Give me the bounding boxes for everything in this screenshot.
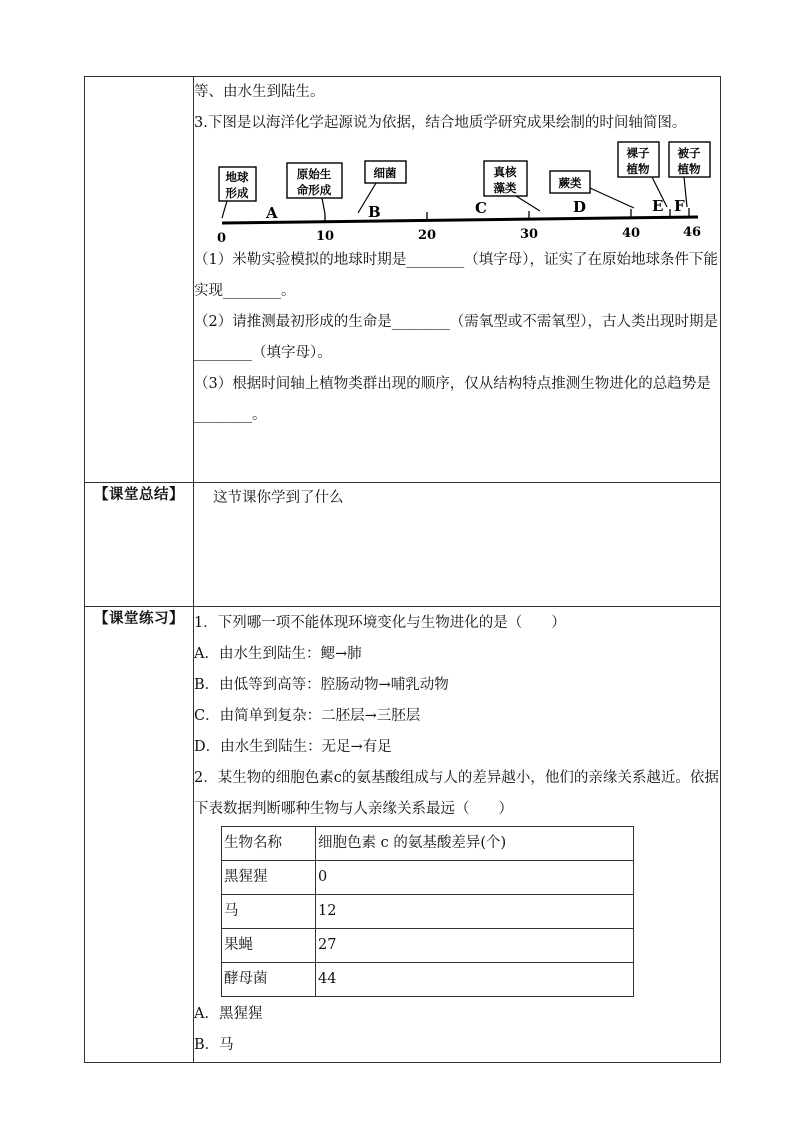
q1-option-c: C．由简单到复杂：二胚层→三胚层 xyxy=(194,708,421,724)
table-header-row xyxy=(222,827,634,861)
summary-content xyxy=(194,483,721,607)
tick-label: 40 xyxy=(622,226,641,241)
event-label: 藻类 xyxy=(493,181,517,195)
event-label: 原始生 xyxy=(296,167,332,181)
table-row xyxy=(222,895,634,929)
practice-label: 【课堂练习】 xyxy=(85,607,194,1063)
period-letter: D xyxy=(573,198,587,216)
table-row xyxy=(222,861,634,895)
period-letter: C xyxy=(475,199,487,217)
q3-part1: （1）米勒实验模拟的地球时期是________（填字母），证实了在原始地球条件下能实现________。 xyxy=(194,252,718,299)
period-letter: E xyxy=(652,197,664,215)
table-cell: 27 xyxy=(316,929,634,963)
q1-option-d: D．由水生到陆生：无足→有足 xyxy=(194,739,392,755)
table-cell: 44 xyxy=(316,963,634,997)
event-label: 地球 xyxy=(225,170,249,184)
event-label: 植物 xyxy=(677,162,701,176)
event-label: 命形成 xyxy=(296,183,332,197)
tick-label: 20 xyxy=(418,228,437,243)
table-cell: 马 xyxy=(222,895,316,929)
pointer-line xyxy=(590,188,634,208)
pointer-line xyxy=(516,196,540,211)
tick-label: 0 xyxy=(217,231,227,245)
practice-q2: 2．某生物的细胞色素c的氨基酸组成与人的差异越小，他们的亲缘关系越近。依据下表数据判断哪种生物与人亲缘关系最远（ ） xyxy=(194,770,719,817)
table-header: 生物名称 xyxy=(222,827,316,861)
table-cell: 0 xyxy=(316,861,634,895)
practice-q1: 1．下列哪一项不能体现环境变化与生物进化的是（ ） xyxy=(194,615,566,631)
q1-option-a: A．由水生到陆生：鳃→肺 xyxy=(194,646,362,662)
table-cell: 果蝇 xyxy=(222,929,316,963)
cytochrome-table xyxy=(221,826,634,997)
tick-label: 10 xyxy=(316,229,335,244)
q3-part3: （3）根据时间轴上植物类群出现的顺序，仅从结构特点推测生物进化的总趋势是________。 xyxy=(194,376,711,423)
question-row xyxy=(85,77,721,483)
event-label: 裸子 xyxy=(626,146,650,160)
table-cell: 酵母菌 xyxy=(222,963,316,997)
tick-label: 46 xyxy=(683,225,702,240)
q1-option-b: B．由低等到高等：腔肠动物→哺乳动物 xyxy=(194,677,449,693)
q2-option-b: B．马 xyxy=(194,1037,234,1053)
period-letter: F xyxy=(674,197,685,215)
table-cell: 12 xyxy=(316,895,634,929)
empty-label-cell xyxy=(85,77,194,483)
timeline-axis xyxy=(222,217,698,223)
q3-intro: 3.下图是以海洋化学起源说为依据，结合地质学研究成果绘制的时间轴简图。 xyxy=(194,115,687,131)
summary-label: 【课堂总结】 xyxy=(85,483,194,607)
pointer-line xyxy=(222,201,227,218)
event-label: 植物 xyxy=(626,162,650,176)
table-cell: 黑猩猩 xyxy=(222,861,316,895)
event-label: 形成 xyxy=(225,186,249,200)
event-label: 蕨类 xyxy=(558,176,582,190)
practice-row xyxy=(85,607,721,1063)
period-letter: B xyxy=(368,203,381,221)
summary-row xyxy=(85,483,721,607)
table-header: 细胞色素 c 的氨基酸差异(个) xyxy=(316,827,634,861)
event-label: 细菌 xyxy=(373,166,397,180)
timeline-svg xyxy=(194,141,714,245)
pointer-line xyxy=(322,198,325,214)
event-label: 真核 xyxy=(493,165,517,179)
worksheet-table xyxy=(84,76,721,1063)
continued-line: 等、由水生到陆生。 xyxy=(194,84,325,100)
practice-content xyxy=(194,607,721,1063)
question-content xyxy=(194,77,721,483)
timeline-figure xyxy=(194,141,720,245)
event-label: 被子 xyxy=(677,146,701,160)
tick-label: 30 xyxy=(520,227,539,242)
q2-option-a: A．黑猩猩 xyxy=(194,1006,263,1022)
period-letter: A xyxy=(266,204,278,222)
table-row xyxy=(222,963,634,997)
table-row xyxy=(222,929,634,963)
summary-text: 这节课你学到了什么 xyxy=(213,490,344,506)
q3-part2: （2）请推测最初形成的生命是________（需氧型或不需氧型），古人类出现时期是________（填字母）。 xyxy=(194,314,718,361)
